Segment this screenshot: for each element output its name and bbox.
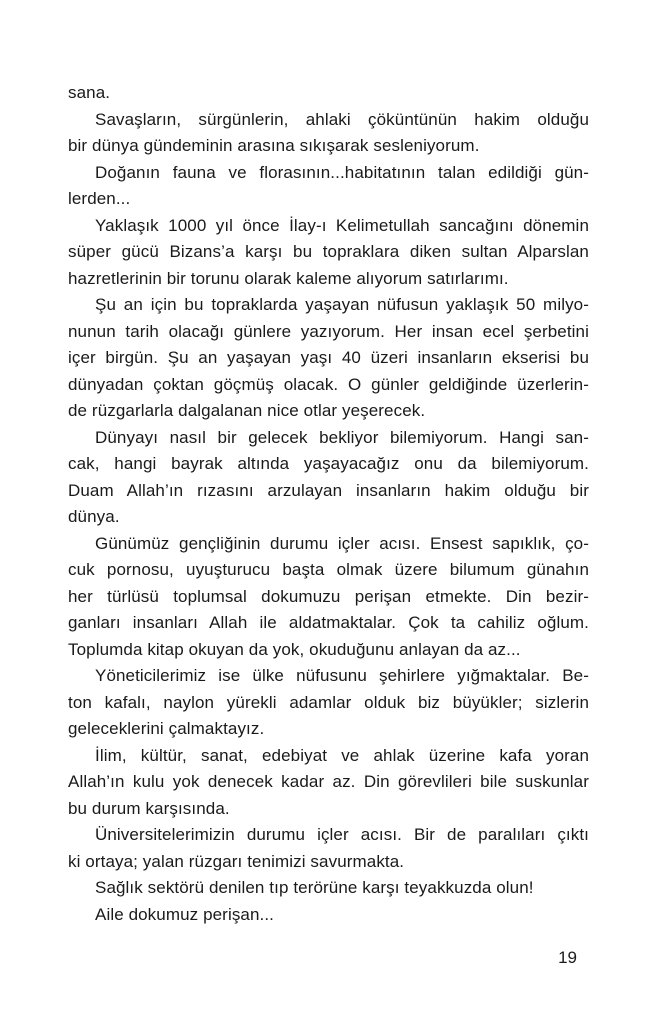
page-number: 19 [558,948,577,967]
text-line: ganları insanları Allah ile aldatmaktalar. Çok ta cahiliz oğlum. [68,613,589,632]
text-line: sana. [68,83,111,102]
text-line: dünya. [68,507,120,526]
text-line: bu durum karşısında. [68,798,230,818]
text-line: Şu an için bu topraklarda yaşayan nüfusun yaklaşık 50 milyo- [95,295,589,314]
text-line: dünyadan çoktan göçmüş olacak. O günler geldiğinde üzerlerin- [68,374,589,394]
text-line: nunun tarih olacağı günlere yazıyorum. Her insan ecel şerbetini [68,321,589,341]
text-line: Duam Allah’ın rızasını arzulayan insanların hakim olduğu bir [68,480,589,500]
text-line: bir dünya gündeminin arasına sıkışarak sesleniyorum. [68,136,480,155]
text-line: lerden... [68,189,131,208]
text-line: her türlüsü toplumsal dokumuzu perişan etmekte. Din bezir- [68,586,589,606]
text-line: geleceklerini çalmaktayız. [68,719,265,738]
text-line: cak, hangi bayrak altında yaşayacağız onu da bilemiyorum. [68,454,589,473]
text-line: Savaşların, sürgünlerin, ahlaki çöküntünün hakim olduğu [95,109,589,129]
text-line: de rüzgarlarla dalgalanan nice otlar yeşerecek. [68,401,426,420]
text-line: süper gücü Bizans’a karşı bu topraklara diken sultan Alparslan [68,242,589,261]
text-line: Günümüz gençliğinin durumu içler acısı. Ensest sapıklık, ço- [95,533,589,553]
text-line: içer birgün. Şu an yaşayan yaşı 40 üzeri insanların ekserisi bu [68,348,589,367]
text-line: Aile dokumuz perişan... [95,904,274,924]
text-line: Yaklaşık 1000 yıl önce İlay-ı Kelimetullah sancağını dönemin [95,215,589,235]
text-line: Dünyayı nasıl bir gelecek bekliyor bilemiyorum. Hangi san- [95,427,589,447]
text-line: Yöneticilerimiz ise ülke nüfusunu şehirlere yığmaktalar. Be- [95,666,589,685]
text-line: Allah’ın kulu yok denecek kadar az. Din görevlileri bile suskunlar [68,772,589,791]
text-line: ton kafalı, naylon yürekli adamlar olduk biz büyükler; sizlerin [68,692,589,712]
text-line: Üniversitelerimizin durumu içler acısı. Bir de paralıları çıktı [95,825,589,844]
text-line: Sağlık sektörü denilen tıp terörüne karşı teyakkuzda olun! [95,878,534,897]
body-text [68,80,589,928]
text-line: hazretlerinin bir torunu olarak kaleme alıyorum satırlarımı. [68,268,509,288]
text-line: Doğanın fauna ve florasının...habitatının talan edildiği gün- [95,162,589,182]
text-line: Toplumda kitap okuyan da yok, okuduğunu anlayan da az... [68,639,521,659]
text-line: İlim, kültür, sanat, edebiyat ve ahlak üzerine kafa yoran [95,745,589,765]
text-line: ki ortaya; yalan rüzgarı tenimizi savurmakta. [68,851,405,871]
text-line: cuk pornosu, uyuşturucu başta olmak üzere bilumum günahın [68,560,589,579]
